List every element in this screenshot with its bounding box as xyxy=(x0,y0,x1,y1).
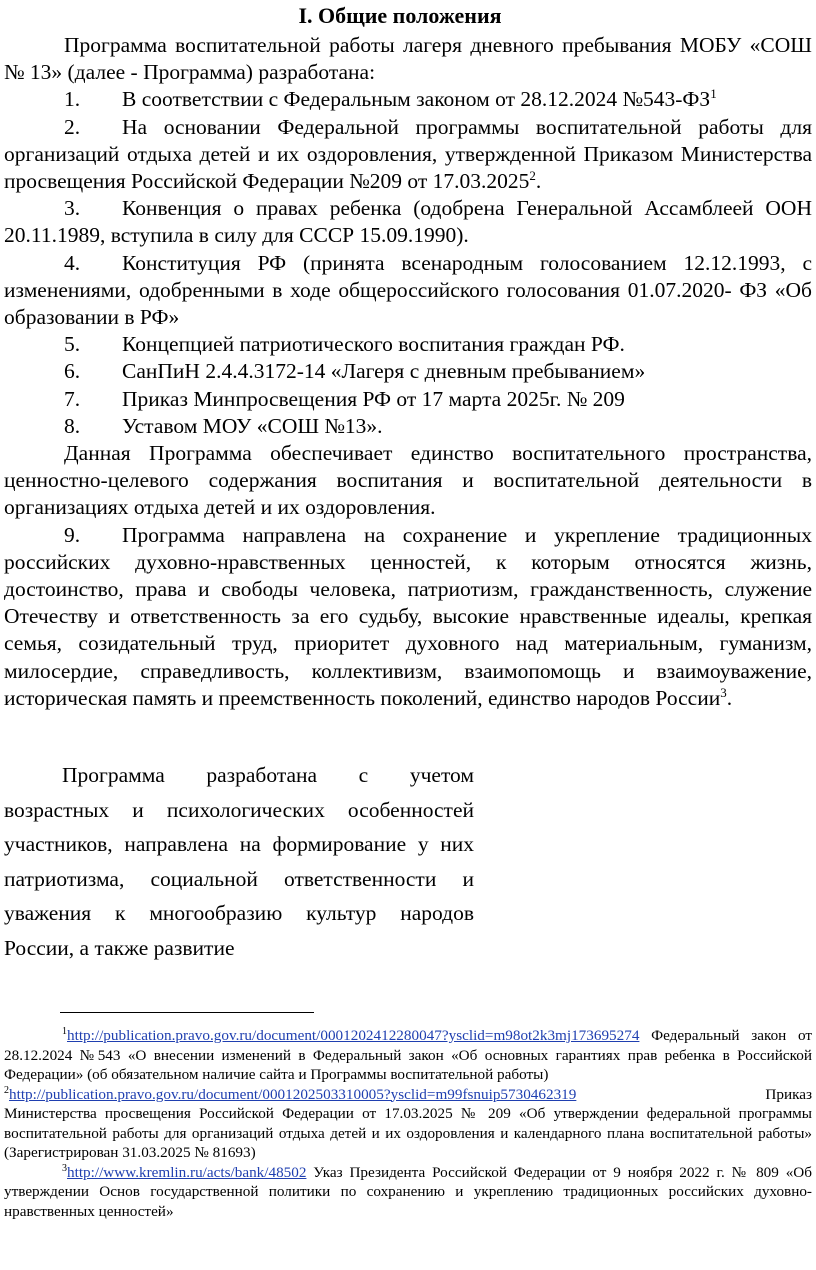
list-item-text: Уставом МОУ «СОШ №13». xyxy=(122,413,383,438)
list-item-9 xyxy=(4,522,812,712)
list-item-1 xyxy=(4,86,812,113)
list-item-text: Программа направлена на сохранение и укрепление традиционных российских духовно-нравственных ценностей, к которым относятся жизнь, достоинство, права и свободы человека, патриотизм, гражданственность, служение Отечеству и ответственность за его судьбу, высокие нравственные идеалы, крепкая семья, созидательный труд, приоритет духовного над материальным, гуманизм, милосердие, справедливость, коллективизм, взаимопомощь и взаимоуважение, историческая память и преемственность поколений, единство народов России xyxy=(4,522,812,710)
narrow-paragraph: Программа разработана с учетом возрастных и психологических особенностей участников, направлена на формирование у них патриотизма, социальной ответственности и уважения к многообразию культур народов России, а также развитие xyxy=(4,763,474,960)
list-item-2 xyxy=(4,114,812,196)
footnote-number: 2 xyxy=(4,1084,9,1096)
unity-paragraph: Данная Программа обеспечивает единство воспитательного пространства, ценностно-целевого содержания воспитания и воспитательной деятельности в организациях отдыха детей и их оздоровления. xyxy=(4,441,812,520)
list-item-5 xyxy=(4,331,812,358)
list-item-number: 2. xyxy=(64,114,81,139)
section-heading: I. Общие положения xyxy=(298,3,502,28)
footnote-3 xyxy=(4,1163,812,1222)
footnote-ref[interactable]: 3 xyxy=(720,684,727,700)
list-item-number: 3. xyxy=(64,196,81,221)
list-item-text: Конституция РФ (принята всенародным голосованием 12.12.1993, с изменениями, одобренными в ходе общероссийского голосования 01.07.2020- ФЗ «Об образовании в РФ» xyxy=(4,250,812,330)
footnote-ref[interactable]: 1 xyxy=(710,86,717,102)
list-item-number: 9. xyxy=(64,522,81,547)
basis-list xyxy=(4,86,812,440)
list-item-text: На основании Федеральной программы воспитательной работы для организаций отдыха детей и их оздоровления, утвержденной Приказом Министерства просвещения Российской Федерации №209 от 17.03.2025 xyxy=(4,114,812,194)
list-item-tail: . xyxy=(726,685,733,710)
footnote-text: Министерства просвещения Российской Федерации от 17.03.2025 № 209 «Об утверждении федеральной программы воспитательной работы для организаций отдыха детей и их оздоровления и календарного плана воспитательной работы» (Зарегистрирован 31.03.2025 № 81693) xyxy=(4,1105,812,1161)
list-item-7 xyxy=(4,386,812,413)
narrow-text-column xyxy=(4,758,474,966)
footnote-link[interactable]: http://www.kremlin.ru/acts/bank/48502 xyxy=(67,1163,307,1181)
list-item-number: 5. xyxy=(64,332,81,357)
footnote-link[interactable]: http://publication.pravo.gov.ru/document/0001202503310005?ysclid=m99fsnuip5730462319 xyxy=(9,1085,577,1103)
list-item-3 xyxy=(4,195,812,249)
list-item-text: Приказ Минпросвещения РФ от 17 марта 2025г. № 209 xyxy=(122,386,625,411)
list-item-8 xyxy=(4,413,812,440)
list-item-number: 6. xyxy=(64,359,81,384)
list-item-text: Конвенция о правах ребенка (одобрена Генеральной Ассамблеей ООН 20.11.1989, вступила в силу для СССР 15.09.1990). xyxy=(4,196,812,248)
footnote-text: Указ Президента Российской Федерации от 9 ноября 2022 г. № 809 «Об утверждении Основ государственной политики по сохранению и укреплению традиционных российских духовно-нравственных ценностей» xyxy=(4,1163,812,1220)
list-item-number: 1. xyxy=(64,87,81,112)
list-item-number: 8. xyxy=(64,413,81,438)
list-item-text: СанПиН 2.4.4.3172-14 «Лагеря с дневным пребыванием» xyxy=(122,359,646,384)
footnotes xyxy=(4,1026,812,1221)
list-item-tail: . xyxy=(535,169,542,194)
intro-paragraph: Программа воспитательной работы лагеря дневного пребывания МОБУ «СОШ № 13» (далее - Программа) разработана: xyxy=(4,33,812,85)
footnote-right-word: Приказ xyxy=(765,1085,812,1103)
main-text xyxy=(4,32,812,712)
footnote-number: 3 xyxy=(62,1162,67,1174)
list-item-6 xyxy=(4,358,812,385)
list-item-number: 7. xyxy=(64,386,81,411)
footnote-link[interactable]: http://publication.pravo.gov.ru/document/0001202412280047?ysclid=m98ot2k3mj173695274 xyxy=(67,1027,640,1044)
footnote-text: Федеральный закон от 28.12.2024 №543 «О внесении изменений в Федеральный закон «Об основных гарантиях прав ребенка в Российской Федерации» (об обязательном наличие сайта и Программы воспитательной работы) xyxy=(4,1027,813,1083)
footnote-1 xyxy=(4,1026,812,1085)
footnote-2 xyxy=(4,1085,812,1163)
list-item-number: 4. xyxy=(64,250,81,275)
footnote-ref[interactable]: 2 xyxy=(529,167,536,183)
footnote-separator xyxy=(60,1012,314,1013)
list-item-4 xyxy=(4,250,812,332)
list-item-text: В соответствии с Федеральным законом от 28.12.2024 №543-ФЗ xyxy=(122,87,711,112)
footnote-number: 1 xyxy=(62,1025,67,1037)
list-item-text: Концепцией патриотического воспитания граждан РФ. xyxy=(122,332,625,357)
